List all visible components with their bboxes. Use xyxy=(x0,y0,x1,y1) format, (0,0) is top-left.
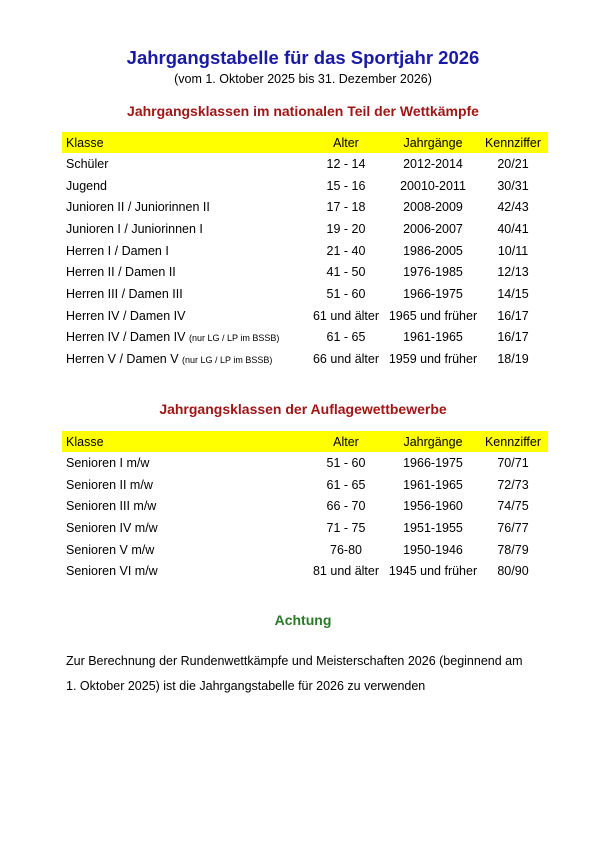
cell-kennziffer: 10/11 xyxy=(497,243,529,258)
table-row xyxy=(62,348,548,370)
table-national xyxy=(62,132,548,370)
table-row xyxy=(62,474,548,496)
cell-kennziffer: 12/13 xyxy=(497,265,529,280)
table-row xyxy=(62,240,548,262)
column-header-kennziffer: Kennziffer xyxy=(484,135,542,150)
cell-klasse xyxy=(62,283,304,305)
cell-alter: 71 - 75 xyxy=(326,520,366,535)
table-row xyxy=(62,327,548,349)
klasse-label: Herren IV / Damen IV xyxy=(66,308,186,323)
table-body-national xyxy=(62,153,548,370)
table-row xyxy=(62,305,548,327)
section-heading-auflage: Jahrgangsklassen der Auflagewettbewerbe xyxy=(159,401,447,417)
cell-klasse xyxy=(62,218,304,240)
klasse-label: Senioren VI m/w xyxy=(66,564,158,579)
cell-kennziffer: 20/21 xyxy=(497,156,529,171)
cell-alter: 19 - 20 xyxy=(326,221,366,236)
cell-klasse xyxy=(62,539,304,561)
cell-klasse xyxy=(62,452,304,474)
cell-alter: 15 - 16 xyxy=(326,178,366,193)
klasse-label: Herren IV / Damen IV xyxy=(66,330,186,345)
table-row xyxy=(62,495,548,517)
cell-klasse xyxy=(62,348,304,370)
achtung-text-line-1: Zur Berechnung der Rundenwettkämpfe und Meisterschaften 2026 (beginnend am xyxy=(66,654,523,668)
table-row xyxy=(62,452,548,474)
klasse-label: Senioren III m/w xyxy=(66,499,157,514)
klasse-label: Herren III / Damen III xyxy=(66,286,183,301)
column-header-klasse: Klasse xyxy=(66,434,104,449)
cell-alter: 51 - 60 xyxy=(326,455,366,470)
klasse-label: Senioren V m/w xyxy=(66,542,155,557)
cell-kennziffer: 18/19 xyxy=(497,352,529,367)
cell-klasse xyxy=(62,495,304,517)
cell-jahrgaenge: 1966-1975 xyxy=(403,455,463,470)
cell-klasse xyxy=(62,196,304,218)
column-header-alter: Alter xyxy=(333,135,359,150)
cell-kennziffer: 80/90 xyxy=(497,564,529,579)
cell-klasse xyxy=(62,175,304,197)
cell-klasse xyxy=(62,240,304,262)
cell-alter: 76-80 xyxy=(330,542,362,557)
cell-alter: 61 - 65 xyxy=(326,330,366,345)
table-header-row xyxy=(62,431,548,452)
cell-klasse xyxy=(62,517,304,539)
cell-klasse xyxy=(62,261,304,283)
table-row xyxy=(62,218,548,240)
cell-alter: 51 - 60 xyxy=(326,286,366,301)
cell-kennziffer: 30/31 xyxy=(497,178,529,193)
section-heading-national: Jahrgangsklassen im nationalen Teil der Wettkämpfe xyxy=(127,103,479,119)
cell-alter: 66 und älter xyxy=(312,352,380,367)
cell-kennziffer: 70/71 xyxy=(497,455,529,470)
cell-klasse xyxy=(62,327,304,349)
cell-alter: 12 - 14 xyxy=(326,156,366,171)
klasse-label: Junioren II / Juniorinnen II xyxy=(66,200,210,215)
cell-jahrgaenge: 1950-1946 xyxy=(403,542,463,557)
klasse-note: (nur LG / LP im BSSB) xyxy=(182,355,273,366)
cell-jahrgaenge: 1945 und früher xyxy=(388,564,478,579)
achtung-text-line-2: 1. Oktober 2025) ist die Jahrgangstabelle für 2026 zu verwenden xyxy=(66,679,426,693)
cell-alter: 17 - 18 xyxy=(326,200,366,215)
cell-klasse xyxy=(62,474,304,496)
table-row xyxy=(62,560,548,582)
cell-kennziffer: 40/41 xyxy=(497,221,529,236)
cell-jahrgaenge: 1956-1960 xyxy=(403,499,463,514)
klasse-note: (nur LG / LP im BSSB) xyxy=(188,333,280,344)
cell-jahrgaenge: 1966-1975 xyxy=(403,286,463,301)
cell-klasse xyxy=(62,153,304,175)
cell-kennziffer: 76/77 xyxy=(497,520,529,535)
column-header-jahrgaenge: Jahrgänge xyxy=(403,135,463,150)
table-row xyxy=(62,283,548,305)
cell-alter: 61 und älter xyxy=(312,308,380,323)
klasse-label: Senioren II m/w xyxy=(66,477,153,492)
table-body-auflage xyxy=(62,452,548,582)
klasse-label: Senioren IV m/w xyxy=(66,520,158,535)
cell-alter: 61 - 65 xyxy=(326,477,366,492)
cell-klasse xyxy=(62,305,304,327)
cell-klasse xyxy=(62,560,304,582)
cell-jahrgaenge: 1961-1965 xyxy=(403,330,463,345)
cell-jahrgaenge: 1961-1965 xyxy=(403,477,463,492)
cell-jahrgaenge: 1951-1955 xyxy=(403,520,463,535)
cell-jahrgaenge: 2008-2009 xyxy=(403,200,463,215)
table-row xyxy=(62,175,548,197)
column-header-kennziffer: Kennziffer xyxy=(484,434,542,449)
table-row xyxy=(62,153,548,175)
column-header-klasse: Klasse xyxy=(66,135,104,150)
cell-kennziffer: 16/17 xyxy=(497,330,529,345)
table-row xyxy=(62,196,548,218)
cell-jahrgaenge: 1986-2005 xyxy=(403,243,463,258)
cell-jahrgaenge: 1959 und früher xyxy=(388,352,478,367)
cell-alter: 21 - 40 xyxy=(326,243,366,258)
table-row xyxy=(62,261,548,283)
table-auflage xyxy=(62,431,548,582)
cell-jahrgaenge: 1965 und früher xyxy=(388,308,478,323)
cell-alter: 41 - 50 xyxy=(326,265,366,280)
cell-jahrgaenge: 1976-1985 xyxy=(403,265,463,280)
cell-kennziffer: 74/75 xyxy=(497,499,529,514)
column-header-jahrgaenge: Jahrgänge xyxy=(403,434,463,449)
cell-alter: 81 und älter xyxy=(312,564,380,579)
klasse-label: Herren V / Damen V xyxy=(66,352,179,367)
cell-jahrgaenge: 2006-2007 xyxy=(403,221,463,236)
klasse-label: Herren I / Damen I xyxy=(66,243,169,258)
klasse-label: Senioren I m/w xyxy=(66,455,150,470)
column-header-alter: Alter xyxy=(333,434,359,449)
page-title: Jahrgangstabelle für das Sportjahr 2026 xyxy=(126,47,480,68)
table-header-row xyxy=(62,132,548,153)
klasse-label: Junioren I / Juniorinnen I xyxy=(66,221,203,236)
table-row xyxy=(62,539,548,561)
achtung-heading: Achtung xyxy=(274,612,332,628)
cell-jahrgaenge: 2012-2014 xyxy=(403,156,463,171)
page-subtitle: (vom 1. Oktober 2025 bis 31. Dezember 2026) xyxy=(174,72,432,86)
cell-kennziffer: 14/15 xyxy=(497,286,529,301)
cell-kennziffer: 72/73 xyxy=(497,477,529,492)
cell-kennziffer: 16/17 xyxy=(497,308,529,323)
cell-alter: 66 - 70 xyxy=(326,499,366,514)
cell-jahrgaenge: 20010-2011 xyxy=(400,178,466,193)
klasse-label: Schüler xyxy=(66,156,109,171)
klasse-label: Herren II / Damen II xyxy=(66,265,176,280)
cell-kennziffer: 42/43 xyxy=(497,200,529,215)
table-row xyxy=(62,517,548,539)
cell-kennziffer: 78/79 xyxy=(497,542,529,557)
klasse-label: Jugend xyxy=(66,178,108,193)
